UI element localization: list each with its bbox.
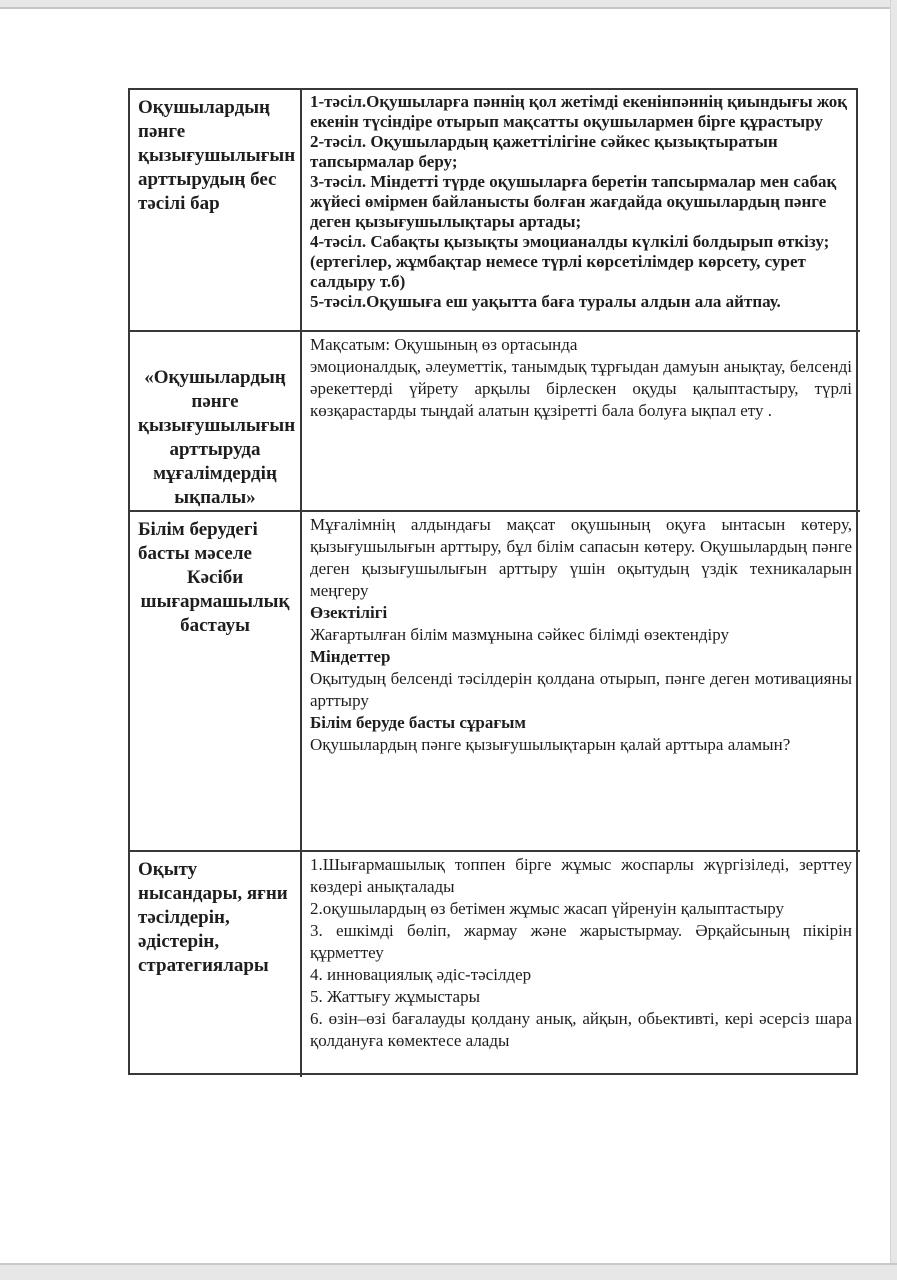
strategy-5: 5. Жаттығу жұмыстары	[310, 987, 480, 1006]
cell-education-issue	[130, 512, 302, 852]
strategy-1: 1.Шығармашылық топпен бірге жұмыс жоспарлы жүргізіледі, зерттеу көздері анықталады	[310, 855, 852, 896]
cell-five-methods-list	[302, 90, 860, 332]
goal-first-line: Мақсатым: Оқушының өз ортасында	[310, 335, 578, 354]
goal-body: эмоционалдық, әлеуметтік, танымдық тұрғыдан дамуын анықтау, белсенді әрекеттерді үйрету арқылы бірлескен оқуды қалыптастыру, түрлі көзқарастарды тыңдай алатын құзіретті бала болуға ықпал ету .	[310, 357, 852, 420]
method-3: 3-тәсіл. Міндетті түрде оқушыларға беретін тапсырмалар мен сабақ жүйесі өмірмен байланысты болған жағдайда оқушылардың пәнге деген қызығушылықтары артады;	[310, 172, 837, 231]
method-4: 4-тәсіл. Сабақты қызықты эмоцианалды күлкілі болдырып өткізу; (ертегілер, жұмбақтар немесе түрлі көрсетілімдер көрсету, сурет салдыру т.б)	[310, 232, 830, 291]
photo-edge-top	[0, 0, 897, 9]
photo-edge-bottom	[0, 1263, 897, 1280]
main-question-text: Оқушылардың пәнге қызығушылықтарын қалай арттыра аламын?	[310, 735, 791, 754]
teaching-forms-heading: Оқыту нысандары, яғни тәсілдерін, әдістерін, стратегиялары	[138, 859, 288, 976]
objectives-heading: Міндеттер	[310, 647, 391, 666]
cell-strategies-list	[302, 852, 860, 1077]
method-1: 1-тәсіл.Оқушыларға пәннің қол жетімді екенінпәннің қиындығы жоқ екенін түсіндіре отырып мақсатты оқушылармен бірге құрастыру	[310, 92, 848, 131]
objectives-text: Оқытудың белсенді тәсілдерін қолдана отырып, пәнге деген мотивацияны арттыру	[310, 669, 852, 710]
quote-title-text: «Оқушылардың пәнге қызығушылығын арттыруда мұғалімдердің ықпалы»	[138, 367, 296, 508]
strategy-4: 4. инновациялық әдіс-тәсілдер	[310, 965, 532, 984]
teacher-goal-text: Мұғалімнің алдындағы мақсат оқушының оқуға ынтасын көтеру, қызығушылығын арттыру, бұл білім сапасын көтеру. Оқушылардың пәнге деген қызығушылығын арттыру үшін оқытудың үздік техникаларын меңгеру	[310, 515, 852, 600]
photo-edge-right	[890, 0, 897, 1280]
relevance-heading: Өзектілігі	[310, 603, 388, 622]
relevance-text: Жағартылған білім мазмұнына сәйкес білімді өзектендіру	[310, 625, 730, 644]
method-5: 5-тәсіл.Оқушыға еш уақытта баға туралы алдын ала айтпау.	[310, 292, 781, 311]
cell-teaching-forms	[130, 852, 302, 1077]
cell-quote-title	[130, 332, 302, 512]
cell-heading: Оқушылардың пәнге қызығушылығын арттырудың бес тәсілі бар	[138, 97, 296, 214]
strategy-2: 2.оқушылардың өз бетімен жұмыс жасап үйренуін қалыптастыру	[310, 899, 785, 918]
cell-goal-text	[302, 332, 860, 512]
education-issue-heading: Білім берудегі басты мәселе	[138, 519, 258, 564]
cell-goal-relevance-objectives	[302, 512, 860, 852]
content-table	[128, 88, 858, 1075]
method-2: 2-тәсіл. Оқушылардың қажеттілігіне сәйкес қызықтыратын тапсырмалар беру;	[310, 132, 778, 171]
main-question-heading: Білім беруде басты сұрағым	[310, 713, 526, 732]
strategy-3: 3. ешкімді бөліп, жармау және жарыстырмау. Әрқайсының пікірін құрметтеу	[310, 921, 852, 962]
strategy-6: 6. өзін–өзі бағалауды қолдану анық, айқын, обьективті, кері әсерсіз шара қолдануға көмектесе алады	[310, 1009, 852, 1050]
cell-topic-five-methods	[130, 90, 302, 332]
professional-creativity-heading: Кәсіби шығармашылық бастауы	[140, 567, 290, 636]
